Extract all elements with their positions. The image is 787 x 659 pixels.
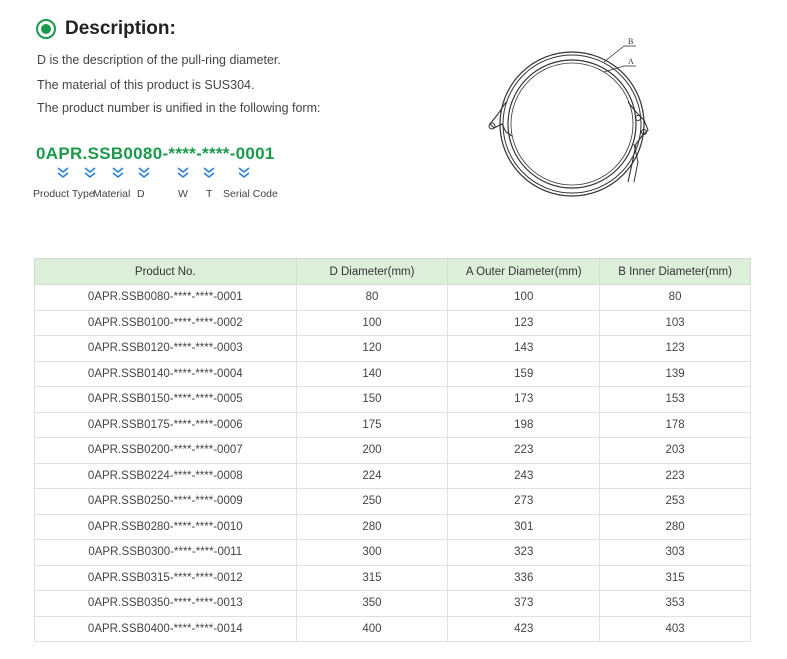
cell-product-no: 0APR.SSB0315-****-****-0012 xyxy=(35,565,297,591)
cell-product-no: 0APR.SSB0175-****-****-0006 xyxy=(35,412,297,438)
description-line-1: D is the description of the pull-ring diameter. xyxy=(37,53,281,67)
cell-a-outer-diameter: 373 xyxy=(448,591,600,617)
table-row xyxy=(35,336,751,362)
table-row xyxy=(35,285,751,311)
header-d-diameter: D Diameter(mm) xyxy=(296,259,448,285)
cell-product-no: 0APR.SSB0120-****-****-0003 xyxy=(35,336,297,362)
segment-label-t: T xyxy=(206,188,213,200)
cell-product-no: 0APR.SSB0300-****-****-0011 xyxy=(35,540,297,566)
header-a-outer-diameter: A Outer Diameter(mm) xyxy=(448,259,600,285)
description-line-3: The product number is unified in the following form: xyxy=(37,101,321,115)
chevron-down-icon xyxy=(137,166,151,180)
cell-a-outer-diameter: 198 xyxy=(448,412,600,438)
chevron-down-icon xyxy=(237,166,251,180)
cell-b-inner-diameter: 315 xyxy=(600,565,751,591)
table-row xyxy=(35,438,751,464)
spec-table xyxy=(34,258,751,642)
description-title: Description: xyxy=(65,18,176,39)
cell-product-no: 0APR.SSB0250-****-****-0009 xyxy=(35,489,297,515)
bullet-icon xyxy=(36,19,56,39)
header-product-no: Product No. xyxy=(35,259,297,285)
segment-label-material: Material xyxy=(93,188,131,200)
label-b: B xyxy=(628,37,634,46)
cell-product-no: 0APR.SSB0080-****-****-0001 xyxy=(35,285,297,311)
cell-a-outer-diameter: 301 xyxy=(448,514,600,540)
cell-a-outer-diameter: 143 xyxy=(448,336,600,362)
cell-b-inner-diameter: 103 xyxy=(600,310,751,336)
table-row xyxy=(35,463,751,489)
chevron-down-icon xyxy=(56,166,70,180)
cell-a-outer-diameter: 123 xyxy=(448,310,600,336)
header-b-inner-diameter: B Inner Diameter(mm) xyxy=(600,259,751,285)
cell-d-diameter: 100 xyxy=(296,310,448,336)
cell-d-diameter: 300 xyxy=(296,540,448,566)
cell-d-diameter: 80 xyxy=(296,285,448,311)
cell-d-diameter: 200 xyxy=(296,438,448,464)
cell-product-no: 0APR.SSB0200-****-****-0007 xyxy=(35,438,297,464)
cell-a-outer-diameter: 273 xyxy=(448,489,600,515)
table-row xyxy=(35,540,751,566)
segment-label-d: D xyxy=(137,188,145,200)
cell-a-outer-diameter: 223 xyxy=(448,438,600,464)
table-row xyxy=(35,361,751,387)
cell-product-no: 0APR.SSB0400-****-****-0014 xyxy=(35,616,297,642)
product-code-format: 0APR.SSB0080-****-****-0001 xyxy=(36,144,275,163)
cell-d-diameter: 350 xyxy=(296,591,448,617)
cell-b-inner-diameter: 203 xyxy=(600,438,751,464)
chevron-down-icon xyxy=(111,166,125,180)
cell-product-no: 0APR.SSB0280-****-****-0010 xyxy=(35,514,297,540)
cell-b-inner-diameter: 253 xyxy=(600,489,751,515)
cell-a-outer-diameter: 159 xyxy=(448,361,600,387)
table-row xyxy=(35,565,751,591)
cell-a-outer-diameter: 423 xyxy=(448,616,600,642)
table-row xyxy=(35,387,751,413)
cell-b-inner-diameter: 403 xyxy=(600,616,751,642)
cell-a-outer-diameter: 336 xyxy=(448,565,600,591)
segment-label-product-type: Product Type xyxy=(33,188,95,200)
cell-b-inner-diameter: 153 xyxy=(600,387,751,413)
segment-label-serial-code: Serial Code xyxy=(223,188,278,200)
cell-b-inner-diameter: 280 xyxy=(600,514,751,540)
chevron-down-icon xyxy=(202,166,216,180)
cell-a-outer-diameter: 323 xyxy=(448,540,600,566)
cell-b-inner-diameter: 123 xyxy=(600,336,751,362)
cell-d-diameter: 150 xyxy=(296,387,448,413)
cell-product-no: 0APR.SSB0150-****-****-0005 xyxy=(35,387,297,413)
cell-b-inner-diameter: 178 xyxy=(600,412,751,438)
clamp-ring-drawing xyxy=(476,32,676,202)
label-a: A xyxy=(628,57,634,66)
cell-d-diameter: 140 xyxy=(296,361,448,387)
cell-a-outer-diameter: 100 xyxy=(448,285,600,311)
chevron-down-icon xyxy=(176,166,190,180)
cell-a-outer-diameter: 243 xyxy=(448,463,600,489)
cell-b-inner-diameter: 353 xyxy=(600,591,751,617)
cell-a-outer-diameter: 173 xyxy=(448,387,600,413)
cell-d-diameter: 315 xyxy=(296,565,448,591)
chevron-down-icon xyxy=(83,166,97,180)
cell-d-diameter: 175 xyxy=(296,412,448,438)
table-header-row xyxy=(35,259,751,285)
cell-product-no: 0APR.SSB0100-****-****-0002 xyxy=(35,310,297,336)
table-row xyxy=(35,514,751,540)
cell-product-no: 0APR.SSB0350-****-****-0013 xyxy=(35,591,297,617)
cell-b-inner-diameter: 80 xyxy=(600,285,751,311)
cell-product-no: 0APR.SSB0224-****-****-0008 xyxy=(35,463,297,489)
cell-b-inner-diameter: 303 xyxy=(600,540,751,566)
table-row xyxy=(35,489,751,515)
cell-d-diameter: 120 xyxy=(296,336,448,362)
cell-d-diameter: 400 xyxy=(296,616,448,642)
description-line-2: The material of this product is SUS304. xyxy=(37,78,255,92)
cell-product-no: 0APR.SSB0140-****-****-0004 xyxy=(35,361,297,387)
segment-label-w: W xyxy=(178,188,188,200)
cell-d-diameter: 250 xyxy=(296,489,448,515)
table-row xyxy=(35,310,751,336)
description-heading xyxy=(36,18,176,40)
table-row xyxy=(35,616,751,642)
cell-d-diameter: 224 xyxy=(296,463,448,489)
cell-d-diameter: 280 xyxy=(296,514,448,540)
table-row xyxy=(35,412,751,438)
table-row xyxy=(35,591,751,617)
cell-b-inner-diameter: 223 xyxy=(600,463,751,489)
cell-b-inner-diameter: 139 xyxy=(600,361,751,387)
